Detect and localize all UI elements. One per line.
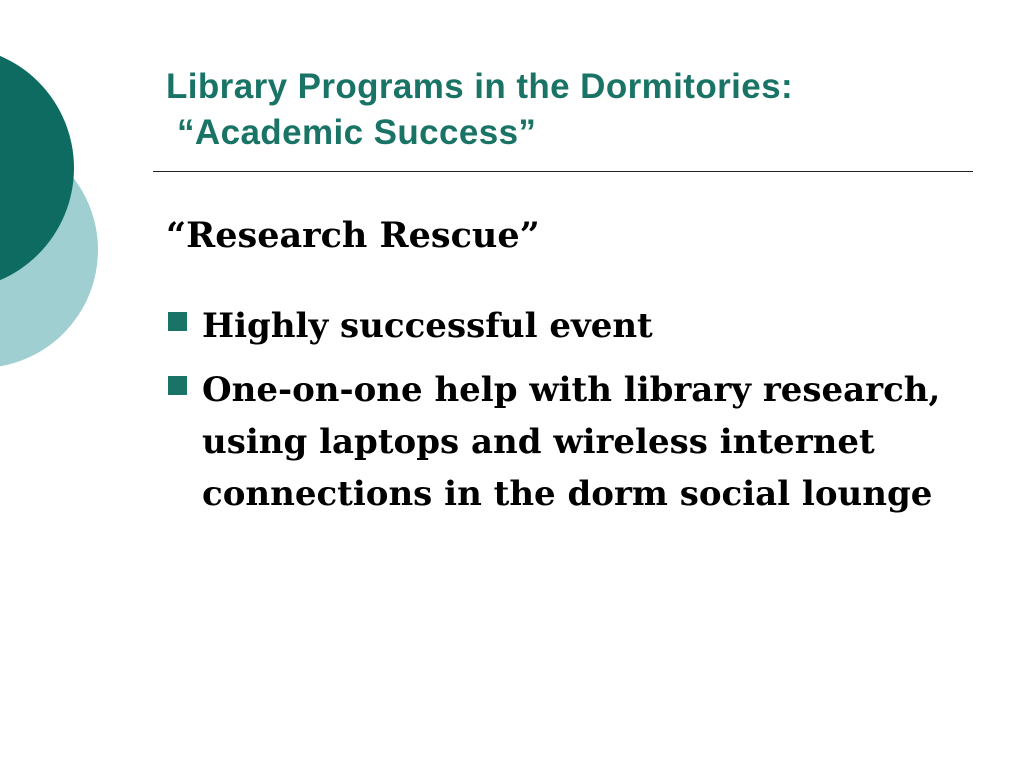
bullet-text: One-on-one help with library research, using laptops and wireless internet connections in the dorm social lounge [202, 370, 941, 514]
decorative-circles [0, 0, 110, 420]
title-divider [153, 171, 973, 172]
slide-title [166, 64, 986, 156]
bullet-text: Highly successful event [202, 306, 653, 346]
subheading: “Research Rescue” [166, 215, 540, 256]
bullet-list [166, 300, 986, 532]
square-bullet-icon [168, 376, 187, 395]
title-line-1: Library Programs in the Dormitories: [166, 67, 794, 106]
bullet-item [166, 364, 986, 520]
title-line-2: “Academic Success” [177, 113, 537, 152]
bullet-item [166, 300, 986, 352]
square-bullet-icon [168, 312, 187, 331]
